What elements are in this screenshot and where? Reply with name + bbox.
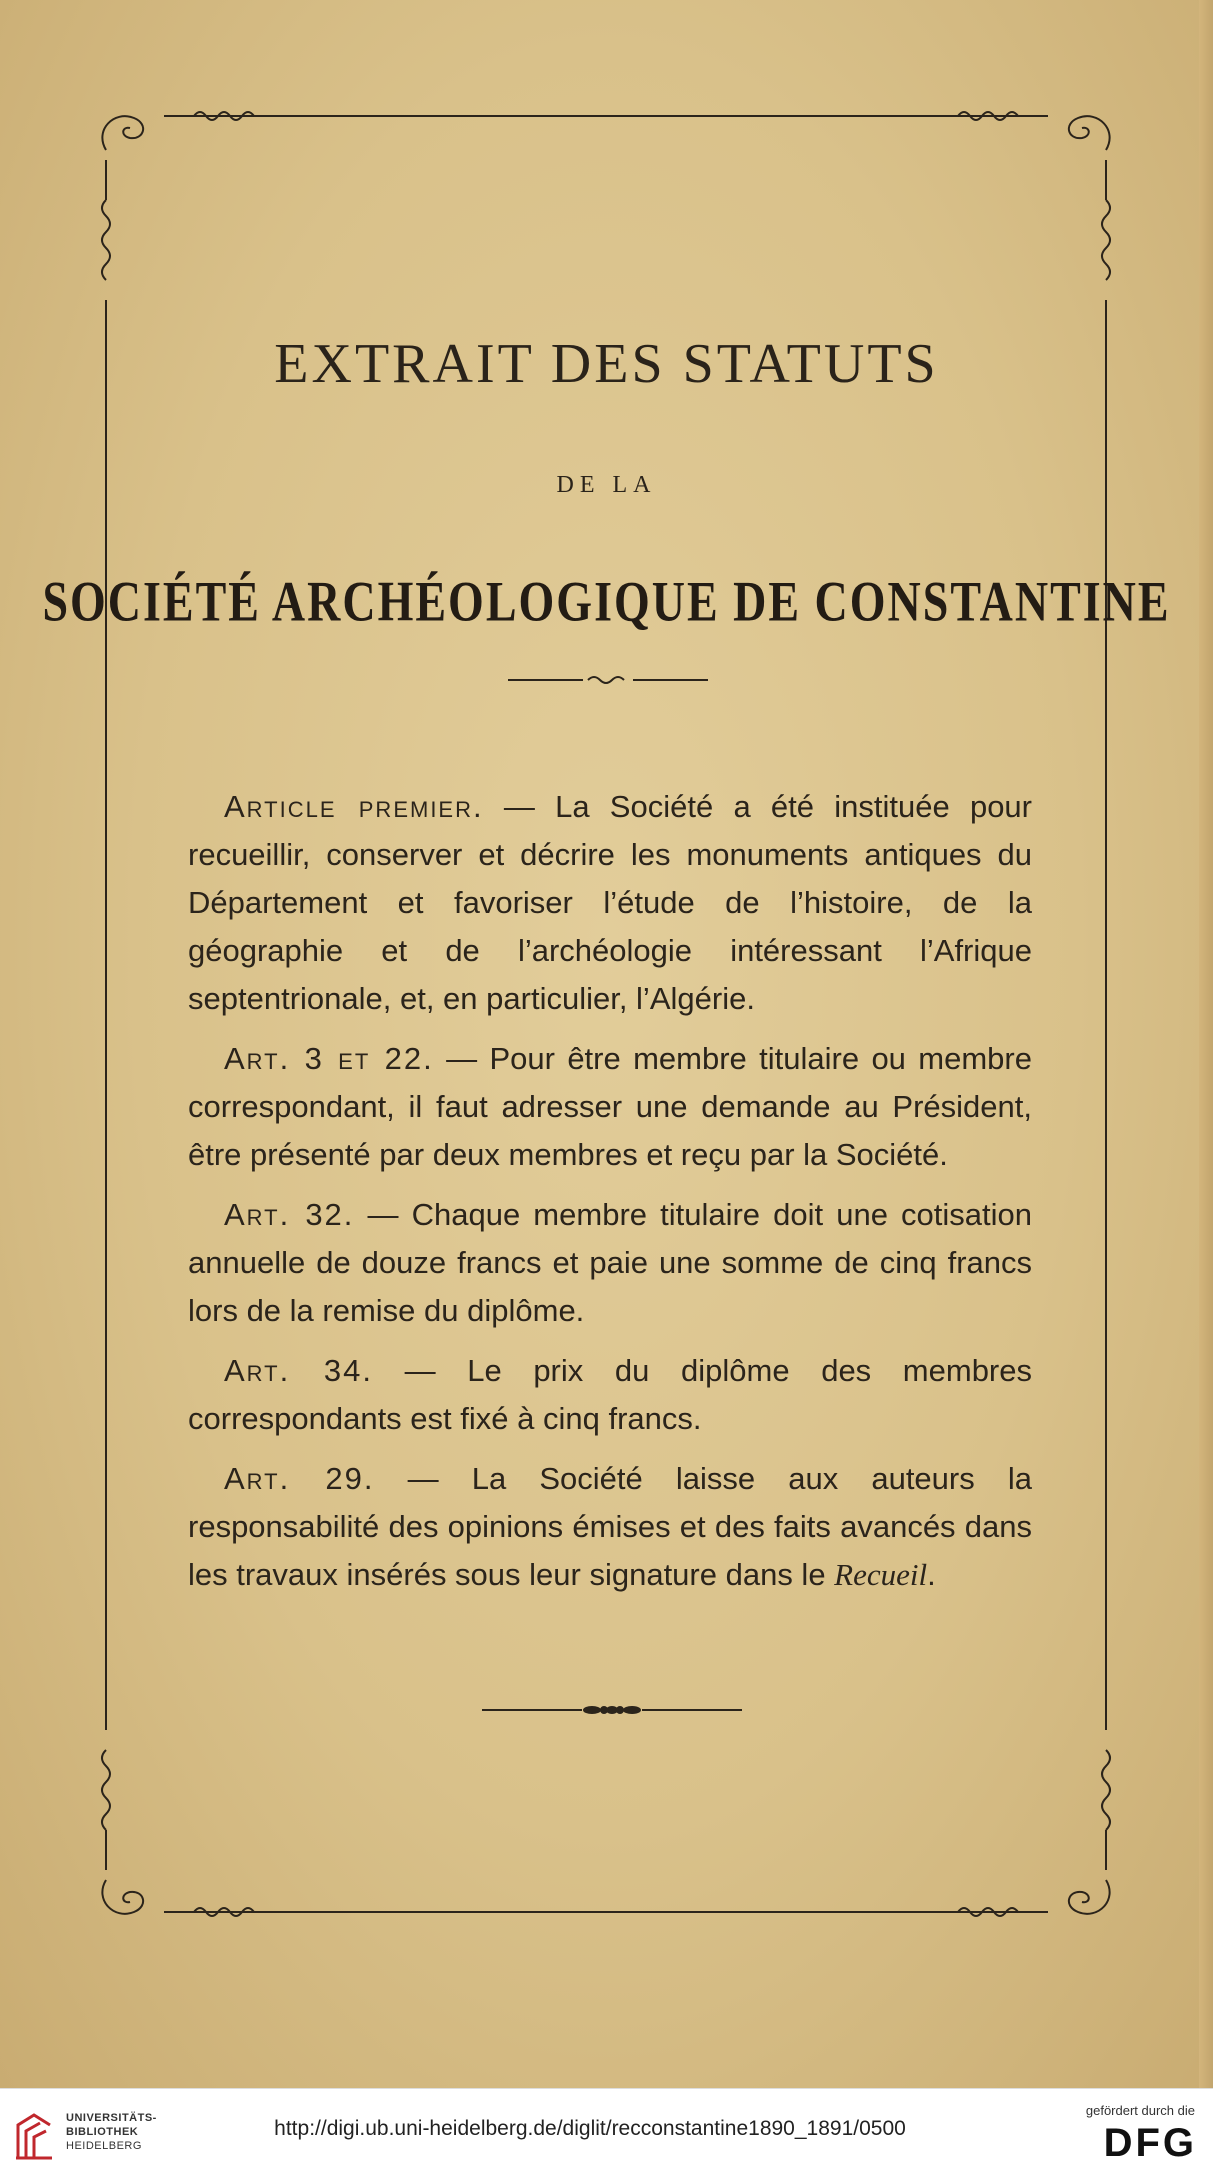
article-text: — Le prix du diplôme des membres correspondants est fixé à cinq francs.	[188, 1353, 1032, 1436]
article-heading: Art. 32.	[224, 1197, 355, 1232]
article-text: — La Société laisse aux auteurs la responsabilité des opinions émises et des faits avancés dans les travaux insérés sous leur signature dans le	[188, 1461, 1032, 1592]
statutes-articles	[188, 783, 1032, 1611]
article-heading: Article premier.	[224, 789, 484, 824]
document-title: EXTRAIT DES STATUTS	[274, 333, 939, 395]
viewer-footer	[0, 2088, 1213, 2178]
article-1	[188, 783, 1032, 1023]
ornamental-divider-bottom	[482, 1700, 742, 1720]
article-text: — Chaque membre titulaire doit une cotisation annuelle de douze francs et paie une somme de cinq francs lors de la remise du diplôme.	[188, 1197, 1032, 1328]
library-name-line3: HEIDELBERG	[66, 2140, 142, 2152]
library-name-line1: UNIVERSITÄTS-	[66, 2112, 157, 2124]
document-subtitle: DE LA	[556, 472, 657, 498]
article-text: — Pour être membre titulaire ou membre correspondant, il faut adresser une demande au Président, être présenté par deux membres et reçu par la Société.	[188, 1041, 1032, 1172]
page-edge-shadow	[1199, 0, 1213, 2088]
article-32	[188, 1191, 1032, 1335]
permalink-url[interactable]: http://digi.ub.uni-heidelberg.de/diglit/recconstantine1890_1891/0500	[274, 2117, 906, 2140]
article-34	[188, 1347, 1032, 1443]
article-heading: Art. 29.	[224, 1461, 375, 1496]
society-name: SOCIÉTÉ ARCHÉOLOGIQUE DE CONSTANTINE	[42, 569, 1171, 633]
article-text-end: .	[927, 1557, 936, 1592]
library-name-line2: BIBLIOTHEK	[66, 2126, 139, 2138]
article-29	[188, 1455, 1032, 1599]
recueil-title: Recueil	[834, 1557, 928, 1592]
dfg-logo: DFG	[1103, 2121, 1197, 2165]
article-heading: Art. 34.	[224, 1353, 373, 1388]
ornamental-divider-top	[508, 670, 708, 690]
article-3-22	[188, 1035, 1032, 1179]
article-text: — La Société a été instituée pour recueillir, conserver et décrire les monuments antiques du Département et favoriser l’étude de l’histoire, de la géographie et de l’archéologie intéressant l’Afrique septentrionale, et, en particulier, l’Algérie.	[188, 789, 1032, 1016]
library-name	[66, 2111, 157, 2153]
university-library-logo-icon	[14, 2111, 58, 2161]
article-heading: Art. 3 et 22.	[224, 1041, 434, 1076]
funding-note: gefördert durch die	[1085, 2103, 1195, 2118]
